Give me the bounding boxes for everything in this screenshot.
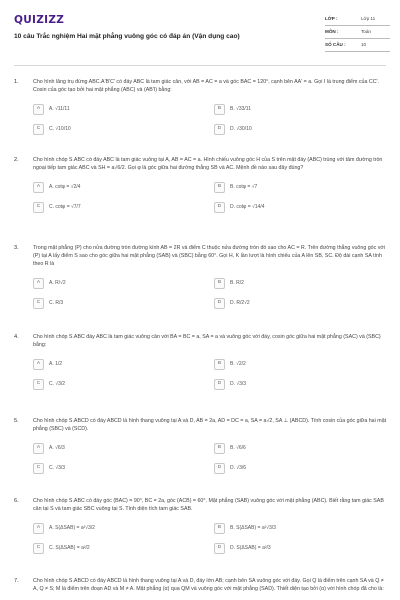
option-text: C. √3/3 <box>49 464 66 471</box>
question-text: Cho hình chóp S.ABC có đáy góc (BAC) = 90°, BC = 2a, góc (ACB) = 60°. Mặt phẳng (SAB) vuông góc với mặt phẳng (ABC). Biết rằng tam giác SAB cân tại S và tam giác SBC vuông tại S. Tính diện tích tam giác SAB. <box>33 498 384 513</box>
question-text: Cho hình lăng trụ đứng ABC.A'B'C' có đáy ABC là tam giác cân, với AB = AC = a và góc BAC = 120°, cạnh bên AA' = a. Gọi I là trung điểm của CC'. Cosin của góc tạo bởi hai mặt phẳng (ABC) và (AB'I) bằng: <box>33 79 380 94</box>
option-text: A. R/√2 <box>49 279 66 286</box>
answer-options <box>33 103 388 135</box>
question-6 <box>0 497 400 577</box>
option-c[interactable] <box>33 201 191 213</box>
option-d[interactable] <box>214 201 372 213</box>
option-text: B. √2/2 <box>230 360 246 367</box>
quizizz-logo: QUIZIZZ <box>14 14 65 26</box>
option-c[interactable] <box>33 298 191 310</box>
option-a[interactable] <box>33 522 191 534</box>
option-text: C. cotφ = √7/7 <box>49 203 81 210</box>
meta-row-class <box>325 13 390 26</box>
option-text: A. √11/11 <box>49 105 70 112</box>
answer-options <box>33 278 388 310</box>
option-letter: A <box>33 182 44 193</box>
document-title: 10 câu Trắc nghiệm Hai mặt phẳng vuông góc có đáp án (Vận dụng cao) <box>14 33 240 40</box>
option-letter: A <box>33 359 44 370</box>
meta-label: MÔN : <box>325 28 339 34</box>
option-letter: A <box>33 443 44 454</box>
option-letter: C <box>33 124 44 135</box>
option-letter: D <box>214 298 225 309</box>
option-text: D. √3/3 <box>230 380 247 387</box>
question-4 <box>0 333 400 417</box>
option-letter: D <box>214 543 225 554</box>
option-letter: C <box>33 543 44 554</box>
question-number: 5. <box>14 418 19 424</box>
option-letter: D <box>214 379 225 390</box>
option-text: D. cotφ = √14/4 <box>230 203 265 210</box>
option-letter: A <box>33 278 44 289</box>
option-letter: A <box>33 104 44 115</box>
answer-options <box>33 358 388 390</box>
option-text: B. √6/6 <box>230 444 246 451</box>
question-number: 4. <box>14 334 19 340</box>
option-text: C. √10/10 <box>49 125 71 132</box>
option-letter: C <box>33 379 44 390</box>
meta-table <box>325 13 390 52</box>
option-letter: B <box>214 104 225 115</box>
option-d[interactable] <box>214 542 372 554</box>
option-b[interactable] <box>214 103 372 115</box>
option-d[interactable] <box>214 462 372 474</box>
question-text: Cho hình chóp S.ABC có đáy ABC là tam giác vuông tại A, AB = AC = a. Hình chiếu vuông góc H của S trên mặt đáy (ABC) trùng với tâm đường tròn ngoại tiếp tam giác ABC và SH = a√6/2. Gọi φ là góc giữa hai đường thẳng SB và AC. Mệnh đề nào sau đây đúng? <box>33 157 383 172</box>
option-letter: C <box>33 463 44 474</box>
option-letter: B <box>214 182 225 193</box>
question-2 <box>0 156 400 244</box>
option-letter: B <box>214 278 225 289</box>
option-text: C. R/3 <box>49 299 64 306</box>
option-b[interactable] <box>214 522 372 534</box>
header-divider <box>14 65 386 66</box>
option-letter: D <box>214 202 225 213</box>
meta-value: Toán <box>361 28 371 34</box>
question-number: 2. <box>14 157 19 163</box>
option-letter: B <box>214 443 225 454</box>
option-letter: D <box>214 124 225 135</box>
question-3 <box>0 244 400 333</box>
option-d[interactable] <box>214 298 372 310</box>
meta-row-count <box>325 39 390 52</box>
option-a[interactable] <box>33 442 191 454</box>
option-a[interactable] <box>33 103 191 115</box>
question-number: 1. <box>14 79 19 85</box>
answer-options <box>33 442 388 474</box>
meta-value: Lớp 11 <box>361 15 376 21</box>
option-letter: D <box>214 463 225 474</box>
meta-row-subject <box>325 26 390 39</box>
question-text: Trong mặt phẳng (P) cho nửa đường tròn đường kính AB = 2R và điểm C thuộc nửa đường tròn đó sao cho AC = R. Trên đường thẳng vuông góc với (P) tại A lấy điểm S sao cho góc giữa hai mặt phẳng (SAB) và (SBC) bằng 60°. Gọi H, K lần lượt là hình chiếu của A lên SB, SC. Độ dài cạnh SA tính theo R là <box>33 245 386 268</box>
option-a[interactable] <box>33 278 191 290</box>
option-c[interactable] <box>33 462 191 474</box>
question-list <box>0 78 400 593</box>
option-c[interactable] <box>33 123 191 135</box>
question-text: Cho hình chóp S.ABC đáy ABC là tam giác vuông cân với BA = BC = a, SA = a và vuông góc với đáy, cosin góc giữa hai mặt phẳng (SAC) và (SBC) bằng: <box>33 334 381 349</box>
question-text: Cho hình chóp S.ABCD có đáy ABCD là hình thang vuông tại A và D, đáy lớn AB; cạnh bên SA vuông góc với đáy. Gọi Q là điểm trên cạnh SA và Q ≠ A, Q ≠ S; M là điểm trên đoạn AD và M ≠ A. Mặt phẳng (α) qua QM và vuông góc với mặt phẳng (SAD). Thiết diện tạo bởi (α) với hình chóp đã cho là: <box>33 578 384 593</box>
question-number: 7. <box>14 578 19 584</box>
option-text: B. S(ΔSAB) = a²√3/3 <box>230 524 276 531</box>
option-text: B. cotφ = √7 <box>230 183 258 190</box>
option-c[interactable] <box>33 378 191 390</box>
option-letter: C <box>33 202 44 213</box>
option-d[interactable] <box>214 123 372 135</box>
option-text: D. S(ΔSAB) = a²/3 <box>230 544 271 551</box>
option-b[interactable] <box>214 358 372 370</box>
option-text: D. √3/6 <box>230 464 247 471</box>
option-text: B. R/2 <box>230 279 244 286</box>
meta-value: 10 <box>361 41 367 47</box>
option-text: A. 1/2 <box>49 360 63 367</box>
option-text: D. R/2√2 <box>230 299 250 306</box>
option-letter: B <box>214 523 225 534</box>
option-a[interactable] <box>33 181 191 193</box>
question-number: 6. <box>14 498 19 504</box>
option-text: A. √6/3 <box>49 444 65 451</box>
option-text: B. √33/11 <box>230 105 251 112</box>
question-5 <box>0 417 400 497</box>
option-text: C. S(ΔSAB) = a²/2 <box>49 544 90 551</box>
option-text: A. cotφ = √2/4 <box>49 183 81 190</box>
option-text: D. √30/10 <box>230 125 252 132</box>
option-b[interactable] <box>214 278 372 290</box>
answer-options <box>33 522 388 554</box>
question-number: 3. <box>14 245 19 251</box>
meta-label: LỚP : <box>325 15 338 21</box>
option-letter: B <box>214 359 225 370</box>
option-b[interactable] <box>214 442 372 454</box>
question-1 <box>0 78 400 156</box>
question-text: Cho hình chóp S.ABCD có đáy ABCD là hình thang vuông tại A và D, AB = 2a, AD = DC = a, SA = a√2, SA ⊥ (ABCD). Tính cosin của góc giữa hai mặt phẳng (SBC) và (SCD). <box>33 418 387 433</box>
option-text: A. S(ΔSAB) = a²√3/2 <box>49 524 95 531</box>
option-d[interactable] <box>214 378 372 390</box>
worksheet-header <box>0 0 400 62</box>
option-b[interactable] <box>214 181 372 193</box>
question-7 <box>0 577 400 593</box>
answer-options <box>33 181 388 213</box>
meta-label: SỐ CÂU : <box>325 41 346 47</box>
option-c[interactable] <box>33 542 191 554</box>
option-letter: A <box>33 523 44 534</box>
option-letter: C <box>33 298 44 309</box>
option-text: C. √3/2 <box>49 380 66 387</box>
option-a[interactable] <box>33 358 191 370</box>
